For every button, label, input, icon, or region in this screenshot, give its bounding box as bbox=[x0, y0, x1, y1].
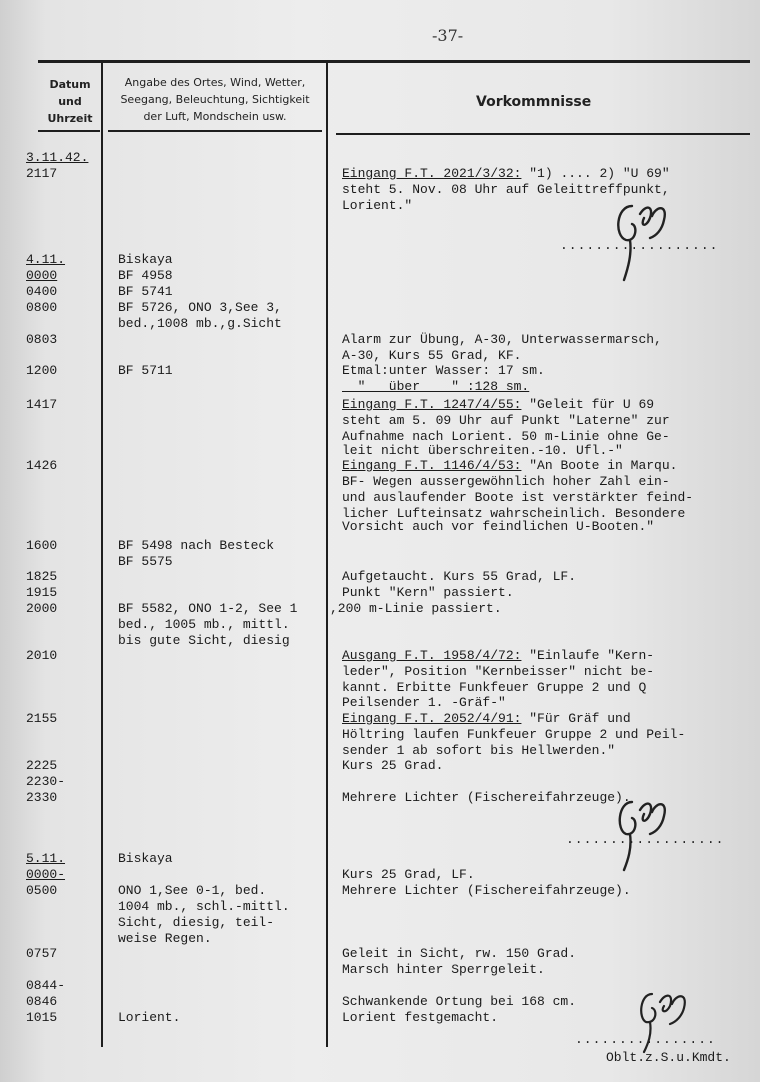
location-entry: BF 5711 bbox=[118, 363, 173, 378]
time-entry: 1426 bbox=[26, 458, 58, 473]
location-entry: 1004 mb., schl.-mittl. bbox=[118, 899, 290, 914]
location-entry: BF 5498 nach Besteck bbox=[118, 538, 275, 553]
event-line: kannt. Erbitte Funkfeuer Gruppe 2 und Q bbox=[342, 680, 647, 695]
date-entry: 4.11. bbox=[26, 252, 66, 267]
event-line bbox=[342, 166, 670, 182]
event-line bbox=[342, 648, 654, 664]
signature-title: Oblt.z.S.u.Kmdt. bbox=[606, 1050, 731, 1065]
handwritten-signature bbox=[634, 988, 692, 1054]
time-entry: 1200 bbox=[26, 363, 58, 378]
event-line bbox=[342, 711, 631, 727]
event-line: Mehrere Lichter (Fischereifahrzeuge). bbox=[342, 790, 631, 805]
event-line: A-30, Kurs 55 Grad, KF. bbox=[342, 348, 522, 363]
location-entry: Biskaya bbox=[118, 851, 173, 866]
top-rule bbox=[38, 60, 750, 63]
event-heading: Eingang F.T. 2021/3/32: bbox=[342, 166, 522, 181]
event-line: leit nicht überschreiten.-10. Ufl.-" bbox=[342, 443, 623, 458]
event-line: Geleit in Sicht, rw. 150 Grad. bbox=[342, 946, 577, 961]
event-line: Kurs 25 Grad. bbox=[342, 758, 444, 773]
location-entry: Lorient. bbox=[118, 1010, 181, 1025]
header-rule-date bbox=[38, 130, 100, 132]
event-line bbox=[342, 458, 677, 474]
location-entry: weise Regen. bbox=[118, 931, 212, 946]
event-line: Kurs 25 Grad, LF. bbox=[342, 867, 475, 882]
column-divider-1 bbox=[101, 62, 103, 1047]
date-entry: 3.11.42. bbox=[26, 150, 89, 165]
location-entry: BF 5575 bbox=[118, 554, 173, 569]
event-text: "1) .... 2) "U 69" bbox=[521, 166, 670, 181]
header-rule-place bbox=[108, 130, 322, 132]
event-heading: Eingang F.T. 1146/4/53: bbox=[342, 458, 522, 473]
event-heading: Eingang F.T. 1247/4/55: bbox=[342, 397, 522, 412]
time-entry: 0000 bbox=[26, 268, 58, 283]
event-line: Etmal:unter Wasser: 17 sm. bbox=[342, 363, 545, 378]
location-entry: BF 4958 bbox=[118, 268, 173, 283]
location-entry: BF 5741 bbox=[118, 284, 173, 299]
location-entry: Sicht, diesig, teil- bbox=[118, 915, 275, 930]
time-entry: 0800 bbox=[26, 300, 58, 315]
event-line: Marsch hinter Sperrgeleit. bbox=[342, 962, 545, 977]
time-entry: 1600 bbox=[26, 538, 58, 553]
event-text: "Für Gräf und bbox=[521, 711, 631, 726]
event-line: Peilsender 1. -Gräf-" bbox=[342, 695, 506, 710]
location-entry: bed.,1008 mb.,g.Sicht bbox=[118, 316, 282, 331]
event-line: " über " :128 sm. bbox=[342, 379, 530, 394]
event-line: BF- Wegen aussergewöhnlich hoher Zahl ein- bbox=[342, 474, 670, 489]
time-entry: 1915 bbox=[26, 585, 58, 600]
time-entry: 2330 bbox=[26, 790, 58, 805]
event-heading: Ausgang F.T. 1958/4/72: bbox=[342, 648, 522, 663]
column-header-date: Datum und Uhrzeit bbox=[47, 78, 93, 125]
event-line: licher Lufteinsatz wahrscheinlich. Besondere bbox=[342, 506, 686, 521]
location-entry: bis gute Sicht, diesig bbox=[118, 633, 290, 648]
event-line: steht am 5. 09 Uhr auf Punkt "Laterne" zur bbox=[342, 413, 670, 428]
event-line: leder", Position "Kernbeisser" nicht be- bbox=[342, 664, 655, 679]
handwritten-signature bbox=[612, 794, 672, 874]
event-line: Lorient." bbox=[342, 198, 413, 213]
event-line: ,200 m-Linie passiert. bbox=[330, 601, 502, 616]
time-entry: 1417 bbox=[26, 397, 58, 412]
event-text: "Einlaufe "Kern- bbox=[521, 648, 655, 663]
time-entry: 2230- bbox=[26, 774, 66, 789]
column-header-events: Vorkommnisse bbox=[476, 94, 592, 110]
event-line: steht 5. Nov. 08 Uhr auf Geleittreffpunkt, bbox=[342, 182, 670, 197]
time-entry: 0500 bbox=[26, 883, 58, 898]
header-rule-events bbox=[336, 133, 750, 135]
column-divider-2 bbox=[326, 62, 328, 1047]
time-entry: 2010 bbox=[26, 648, 58, 663]
time-entry: 0000- bbox=[26, 867, 66, 882]
date-entry: 5.11. bbox=[26, 851, 66, 866]
event-line: Höltring laufen Funkfeuer Gruppe 2 und Peil- bbox=[342, 727, 686, 742]
signature-dotted-line: .................. bbox=[560, 238, 719, 253]
location-entry: ONO 1,See 0-1, bed. bbox=[118, 883, 267, 898]
event-line: Mehrere Lichter (Fischereifahrzeuge). bbox=[342, 883, 631, 898]
time-entry: 2117 bbox=[26, 166, 58, 181]
time-entry: 0803 bbox=[26, 332, 58, 347]
event-text: "Geleit für U 69 bbox=[521, 397, 655, 412]
event-line: Alarm zur Übung, A-30, Unterwassermarsch, bbox=[342, 332, 662, 347]
location-entry: Biskaya bbox=[118, 252, 173, 267]
event-line: und auslaufender Boote ist verstärkter feind- bbox=[342, 490, 694, 505]
time-entry: 1825 bbox=[26, 569, 58, 584]
time-entry: 2000 bbox=[26, 601, 58, 616]
time-entry: 0757 bbox=[26, 946, 58, 961]
location-entry: BF 5726, ONO 3,See 3, bbox=[118, 300, 282, 315]
event-text: "An Boote in Marqu. bbox=[521, 458, 678, 473]
page-number: -37- bbox=[432, 26, 464, 45]
time-entry: 2155 bbox=[26, 711, 58, 726]
event-line: Lorient festgemacht. bbox=[342, 1010, 499, 1025]
event-line: Vorsicht auch vor feindlichen U-Booten." bbox=[342, 519, 655, 534]
event-line: sender 1 ab sofort bis Hellwerden." bbox=[342, 743, 616, 758]
handwritten-signature bbox=[610, 196, 674, 282]
event-line: Aufgetaucht. Kurs 55 Grad, LF. bbox=[342, 569, 577, 584]
location-entry: BF 5582, ONO 1-2, See 1 bbox=[118, 601, 298, 616]
signature-dotted-line: ................ bbox=[575, 1032, 716, 1047]
event-line: Schwankende Ortung bei 168 cm. bbox=[342, 994, 577, 1009]
time-entry: 0844- bbox=[26, 978, 66, 993]
time-entry: 0846 bbox=[26, 994, 58, 1009]
event-line: Punkt "Kern" passiert. bbox=[342, 585, 514, 600]
event-line bbox=[342, 397, 654, 413]
time-entry: 1015 bbox=[26, 1010, 58, 1025]
location-entry: bed., 1005 mb., mittl. bbox=[118, 617, 290, 632]
event-line: Aufnahme nach Lorient. 50 m-Linie ohne Ge- bbox=[342, 429, 670, 444]
column-header-place: Angabe des Ortes, Wind, Wetter, Seegang, Beleuchtung, Sichtigkeit der Luft, Mondschein usw. bbox=[120, 76, 310, 123]
event-heading: Eingang F.T. 2052/4/91: bbox=[342, 711, 522, 726]
time-entry: 2225 bbox=[26, 758, 58, 773]
time-entry: 0400 bbox=[26, 284, 58, 299]
signature-dotted-line: .................. bbox=[566, 832, 725, 847]
